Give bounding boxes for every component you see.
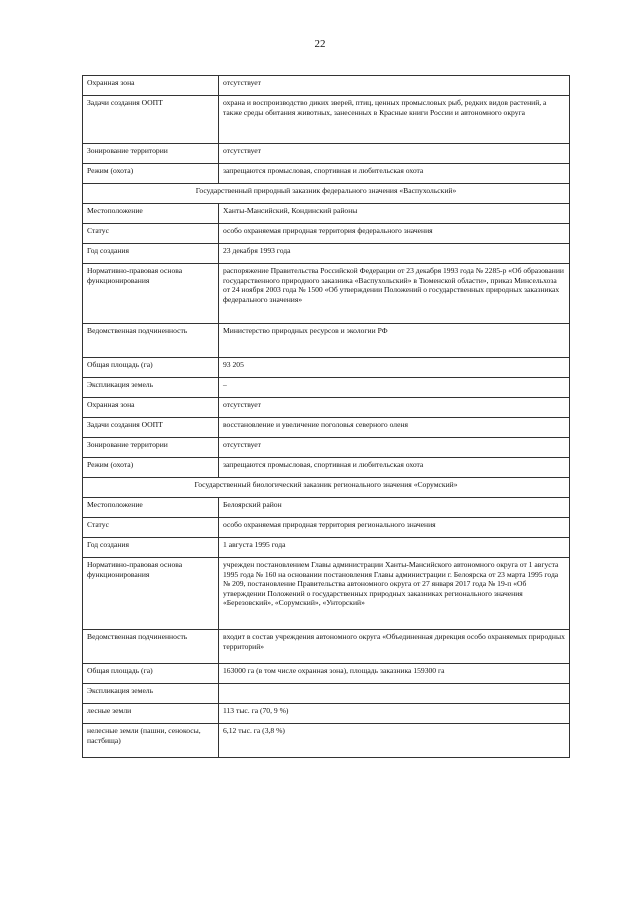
table-row — [83, 264, 570, 324]
field-value: охрана и воспроизводство диких зверей, птиц, ценных промысловых рыб, редких видов растений, а также среды обитания животных, занесенных в Красные книги России и автономного округа — [219, 96, 570, 144]
field-label: Задачи создания ООПТ — [83, 418, 219, 438]
field-label: лесные земли — [83, 704, 219, 724]
field-value: отсутствует — [219, 398, 570, 418]
field-value: 6,12 тыс. га (3,8 %) — [219, 724, 570, 758]
table-row — [83, 144, 570, 164]
table-row — [83, 378, 570, 398]
table-row — [83, 630, 570, 664]
field-label: нелесные земли (пашни, сенокосы, пастбища) — [83, 724, 219, 758]
table-row — [83, 558, 570, 630]
field-value: 113 тыс. га (70, 9 %) — [219, 704, 570, 724]
field-value: распоряжение Правительства Российской Федерации от 23 декабря 1993 года № 2285-р «Об образовании государственного природного заказника «Васпухольский» в Тюменской области», приказ Минсельхоза от 24 ноября 2003 года № 1500 «Об утверждении Положений о государственных природных заказниках федерального значения» — [219, 264, 570, 324]
field-value: отсутствует — [219, 144, 570, 164]
table-row — [83, 438, 570, 458]
table-row — [83, 418, 570, 438]
field-label: Местоположение — [83, 204, 219, 224]
field-value: 23 декабря 1993 года — [219, 244, 570, 264]
field-label: Ведомственная подчиненность — [83, 630, 219, 664]
table-row — [83, 518, 570, 538]
section-header-row — [83, 478, 570, 498]
field-value: восстановление и увеличение поголовья северного оленя — [219, 418, 570, 438]
field-label: Статус — [83, 518, 219, 538]
table-row — [83, 398, 570, 418]
table-row — [83, 76, 570, 96]
field-label: Экспликация земель — [83, 684, 219, 704]
table-row — [83, 458, 570, 478]
section-header: Государственный природный заказник федерального значения «Васпухольский» — [83, 184, 570, 204]
field-value: 1 августа 1995 года — [219, 538, 570, 558]
table-row — [83, 664, 570, 684]
field-value: учрежден постановлением Главы администрации Ханты-Мансийского автономного округа от 1 августа 1995 года № 160 на основании постановления Главы администрации г. Белоярска от 23 марта 1995 года № 209, постановление Правительства автономного округа от 27 января 2017 года № 19-п «Об утверждении Положений о государственных природных заказниках регионального значения «Березовский», «Сорумский», «Унторский» — [219, 558, 570, 630]
field-label: Экспликация земель — [83, 378, 219, 398]
field-label: Охранная зона — [83, 76, 219, 96]
reserve-info-table — [82, 75, 570, 758]
field-value — [219, 684, 570, 704]
field-value: Белоярский район — [219, 498, 570, 518]
page-number: 22 — [314, 38, 326, 50]
field-label: Местоположение — [83, 498, 219, 518]
table-row — [83, 244, 570, 264]
field-value: Министерство природных ресурсов и экологии РФ — [219, 324, 570, 358]
field-label: Задачи создания ООПТ — [83, 96, 219, 144]
field-label: Зонирование территории — [83, 438, 219, 458]
field-label: Год создания — [83, 538, 219, 558]
field-value: особо охраняемая природная территория федерального значения — [219, 224, 570, 244]
table-row — [83, 224, 570, 244]
field-label: Охранная зона — [83, 398, 219, 418]
field-label: Общая площадь (га) — [83, 664, 219, 684]
field-label: Статус — [83, 224, 219, 244]
table-row — [83, 498, 570, 518]
field-label: Режим (охота) — [83, 164, 219, 184]
field-value: входит в состав учреждения автономного округа «Объединенная дирекция особо охраняемых природных территорий» — [219, 630, 570, 664]
field-value: запрещаются промысловая, спортивная и любительская охота — [219, 164, 570, 184]
field-value: 163000 га (в том числе охранная зона), площадь заказника 159300 га — [219, 664, 570, 684]
field-value: особо охраняемая природная территория регионального значения — [219, 518, 570, 538]
table-row — [83, 704, 570, 724]
field-label: Нормативно-правовая основа функционирования — [83, 558, 219, 630]
table-row — [83, 358, 570, 378]
field-label: Режим (охота) — [83, 458, 219, 478]
table-row — [83, 164, 570, 184]
section-header-row — [83, 184, 570, 204]
table-row — [83, 724, 570, 758]
field-value: отсутствует — [219, 76, 570, 96]
field-label: Ведомственная подчиненность — [83, 324, 219, 358]
table-row — [83, 96, 570, 144]
field-value: 93 205 — [219, 358, 570, 378]
field-value: Ханты-Мансийский, Кондинский районы — [219, 204, 570, 224]
field-value: – — [219, 378, 570, 398]
field-label: Год создания — [83, 244, 219, 264]
table-row — [83, 324, 570, 358]
field-value: отсутствует — [219, 438, 570, 458]
field-value: запрещаются промысловая, спортивная и любительская охота — [219, 458, 570, 478]
table-row — [83, 204, 570, 224]
table-row — [83, 684, 570, 704]
table-row — [83, 538, 570, 558]
field-label: Общая площадь (га) — [83, 358, 219, 378]
field-label: Зонирование территории — [83, 144, 219, 164]
section-header: Государственный биологический заказник регионального значения «Сорумский» — [83, 478, 570, 498]
field-label: Нормативно-правовая основа функционирования — [83, 264, 219, 324]
